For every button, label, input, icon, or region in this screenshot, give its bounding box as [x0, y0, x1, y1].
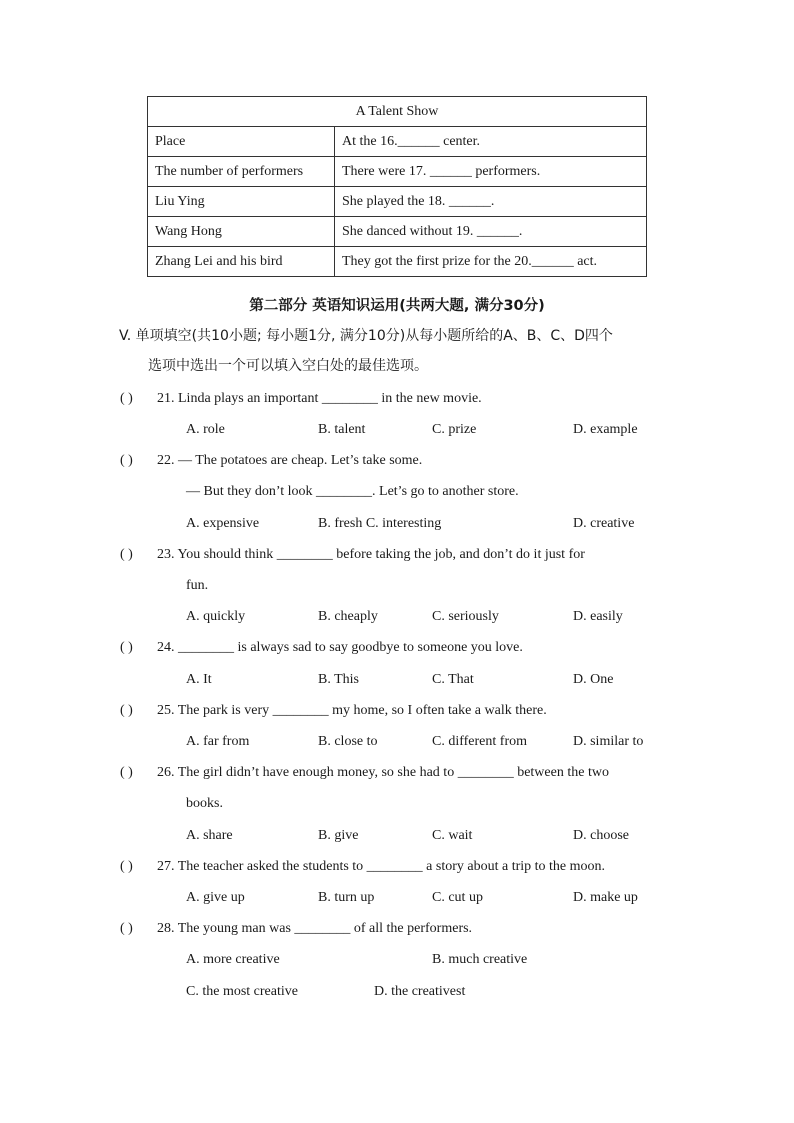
option-a: A. far from — [186, 734, 250, 749]
question-text: 23. You should think ________ before taking the job, and don’t do it just for — [157, 547, 585, 562]
option-b-c: B. fresh C. interesting — [318, 516, 442, 531]
section-instruction-line2: 选项中选出一个可以填入空白处的最佳选项。 — [148, 358, 428, 374]
option-a: A. give up — [186, 890, 245, 905]
option-a: A. role — [186, 422, 225, 437]
row-label: Zhang Lei and his bird — [148, 247, 335, 277]
talent-show-table — [147, 96, 647, 277]
answer-blank[interactable]: ( ) — [120, 391, 133, 406]
table-row — [148, 247, 647, 277]
row-label: Place — [148, 127, 335, 157]
option-b: B. turn up — [318, 890, 375, 905]
table-row — [148, 127, 647, 157]
option-d: D. creative — [573, 516, 635, 531]
question-text: 26. The girl didn’t have enough money, so she had to ________ between the two — [157, 765, 609, 780]
table-row — [148, 157, 647, 187]
option-b: B. cheaply — [318, 609, 378, 624]
question-text-line2: books. — [186, 796, 223, 811]
row-value: At the 16.______ center. — [335, 127, 647, 157]
option-b: B. give — [318, 828, 359, 843]
option-a: A. more creative — [186, 952, 280, 967]
option-d: D. similar to — [573, 734, 644, 749]
table-title-row — [148, 97, 647, 127]
option-b: B. much creative — [432, 952, 528, 967]
option-d: D. example — [573, 422, 638, 437]
option-c: C. the most creative — [186, 984, 298, 999]
answer-blank[interactable]: ( ) — [120, 859, 133, 874]
row-value: They got the first prize for the 20.______ act. — [335, 247, 647, 277]
option-a: A. It — [186, 672, 212, 687]
answer-blank[interactable]: ( ) — [120, 453, 133, 468]
answer-blank[interactable]: ( ) — [120, 921, 133, 936]
answer-blank[interactable]: ( ) — [120, 765, 133, 780]
option-c: C. wait — [432, 828, 473, 843]
row-label: Wang Hong — [148, 217, 335, 247]
row-label: The number of performers — [148, 157, 335, 187]
option-a: A. share — [186, 828, 233, 843]
option-b: B. talent — [318, 422, 366, 437]
option-d: D. easily — [573, 609, 623, 624]
option-c: C. cut up — [432, 890, 483, 905]
question-text: 28. The young man was ________ of all the performers. — [157, 921, 473, 936]
row-value: She danced without 19. ______. — [335, 217, 647, 247]
row-label: Liu Ying — [148, 187, 335, 217]
question-text: 22. — The potatoes are cheap. Let’s take some. — [157, 453, 423, 468]
table-row — [148, 217, 647, 247]
question-text-line2: — But they don’t look ________. Let’s go to another store. — [186, 484, 519, 499]
option-d: D. choose — [573, 828, 629, 843]
answer-blank[interactable]: ( ) — [120, 703, 133, 718]
question-text: 24. ________ is always sad to say goodbye to someone you love. — [157, 640, 523, 655]
table-row — [148, 187, 647, 217]
option-b: B. This — [318, 672, 359, 687]
option-c: C. different from — [432, 734, 527, 749]
question-text: 21. Linda plays an important ________ in the new movie. — [157, 391, 482, 406]
question-text-line2: fun. — [186, 578, 209, 593]
part-two-heading: 第二部分 英语知识运用(共两大题, 满分30分) — [249, 298, 545, 314]
row-value: There were 17. ______ performers. — [335, 157, 647, 187]
question-text: 27. The teacher asked the students to ________ a story about a trip to the moon. — [157, 859, 606, 874]
row-value: She played the 18. ______. — [335, 187, 647, 217]
section-instruction-line1: V. 单项填空(共10小题; 每小题1分, 满分10分)从每小题所给的A、B、C、D四个 — [119, 328, 613, 344]
option-d: D. the creativest — [374, 984, 466, 999]
option-a: A. expensive — [186, 516, 260, 531]
option-c: C. That — [432, 672, 474, 687]
table-title: A Talent Show — [148, 97, 647, 127]
option-c: C. prize — [432, 422, 477, 437]
question-text: 25. The park is very ________ my home, so I often take a walk there. — [157, 703, 547, 718]
answer-blank[interactable]: ( ) — [120, 547, 133, 562]
option-b: B. close to — [318, 734, 378, 749]
option-a: A. quickly — [186, 609, 246, 624]
option-c: C. seriously — [432, 609, 499, 624]
option-d: D. make up — [573, 890, 638, 905]
answer-blank[interactable]: ( ) — [120, 640, 133, 655]
option-d: D. One — [573, 672, 614, 687]
